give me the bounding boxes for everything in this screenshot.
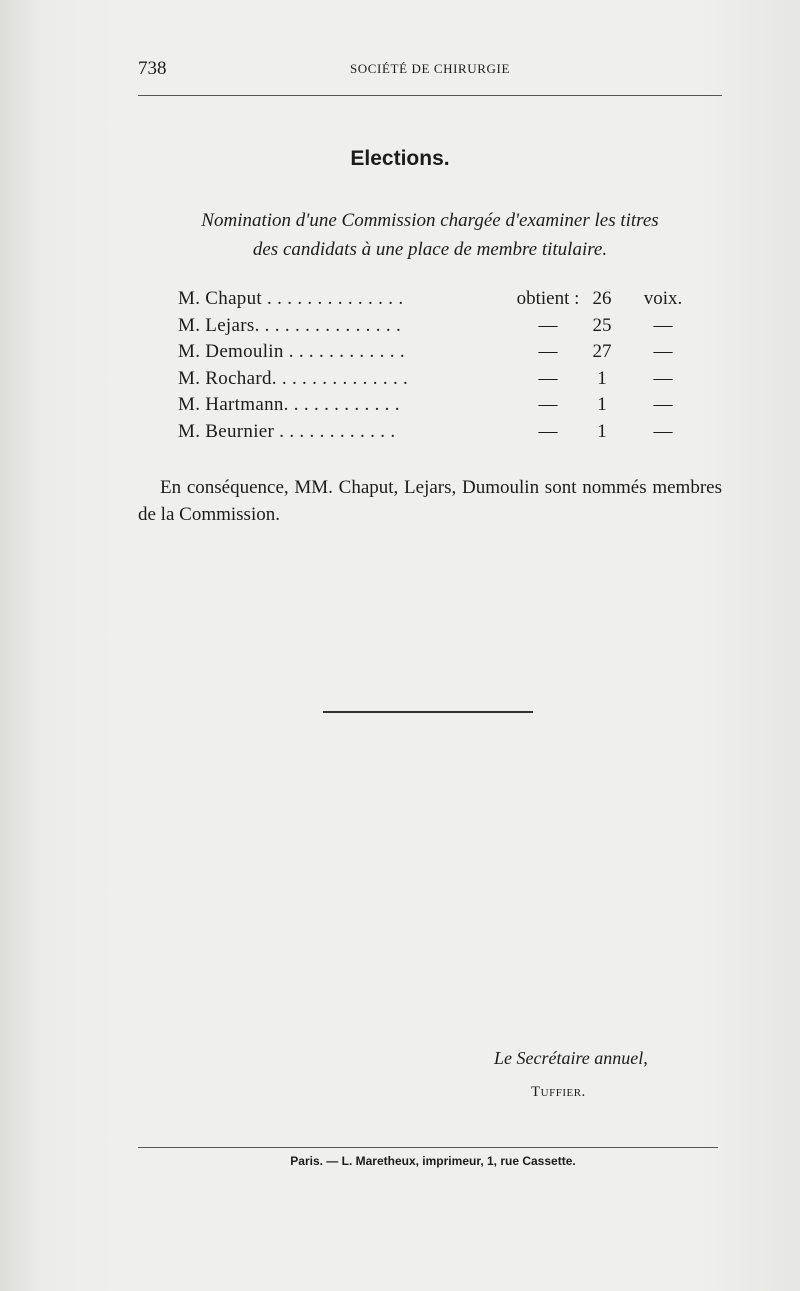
vote-unit: — <box>653 394 673 415</box>
page-number: 738 <box>138 58 167 79</box>
vote-unit: — <box>653 341 673 362</box>
vote-count: 1 <box>597 394 607 415</box>
candidate-name: M. Chaput . . . . . . . . . . . . . . <box>178 288 404 309</box>
vote-row <box>178 368 698 395</box>
vote-row <box>178 394 698 421</box>
signature-name-text: Tuffier. <box>531 1084 586 1100</box>
vote-unit: — <box>653 420 673 442</box>
vote-verb: — <box>538 420 558 442</box>
candidate-name: M. Beurnier . . . . . . . . . . . . <box>178 420 396 442</box>
running-head: SOCIÉTÉ DE CHIRURGIE <box>349 61 511 76</box>
subtitle-line: Nomination d'une Commission chargée d'examiner les titres <box>201 210 659 231</box>
header-rule <box>138 95 722 96</box>
vote-row <box>178 421 698 448</box>
section-subtitle <box>150 206 710 264</box>
vote-verb: — <box>538 314 558 336</box>
vote-count: 1 <box>597 367 607 389</box>
vote-count: 25 <box>592 314 612 336</box>
vote-count: 26 <box>592 288 612 309</box>
vote-unit: — <box>653 314 673 336</box>
subtitle-line: des candidats à une place de membre titulaire. <box>252 239 608 260</box>
page-header <box>138 58 722 82</box>
vote-unit: voix. <box>643 288 683 309</box>
candidate-name: M. Hartmann. . . . . . . . . . . . <box>178 394 400 415</box>
candidate-name: M. Demoulin . . . . . . . . . . . . <box>178 341 405 362</box>
vote-row <box>178 288 698 315</box>
vote-verb: — <box>538 394 558 415</box>
vote-count: 1 <box>597 420 607 442</box>
vote-verb: obtient : <box>516 288 580 309</box>
printer-imprint: Paris. — L. Maretheux, imprimeur, 1, rue Cassette. <box>290 1154 576 1168</box>
footer-rule <box>138 1147 718 1148</box>
vote-count: 27 <box>592 341 612 362</box>
vote-verb: — <box>538 367 558 389</box>
vote-row <box>178 341 698 368</box>
conclusion-paragraph: En conséquence, MM. Chaput, Lejars, Dumoulin sont nommés membres de la Commission. <box>138 477 722 525</box>
vote-row <box>178 315 698 342</box>
candidate-name: M. Lejars. . . . . . . . . . . . . . . <box>178 314 402 336</box>
vote-results <box>178 288 698 447</box>
candidate-name: M. Rochard. . . . . . . . . . . . . . <box>178 367 409 389</box>
section-title: Elections. <box>350 147 450 170</box>
vote-unit: — <box>653 367 673 389</box>
signature-role: Le Secrétaire annuel, <box>494 1048 648 1068</box>
vote-verb: — <box>538 341 558 362</box>
signature-name <box>531 1084 586 1101</box>
section-end-rule <box>323 711 533 713</box>
